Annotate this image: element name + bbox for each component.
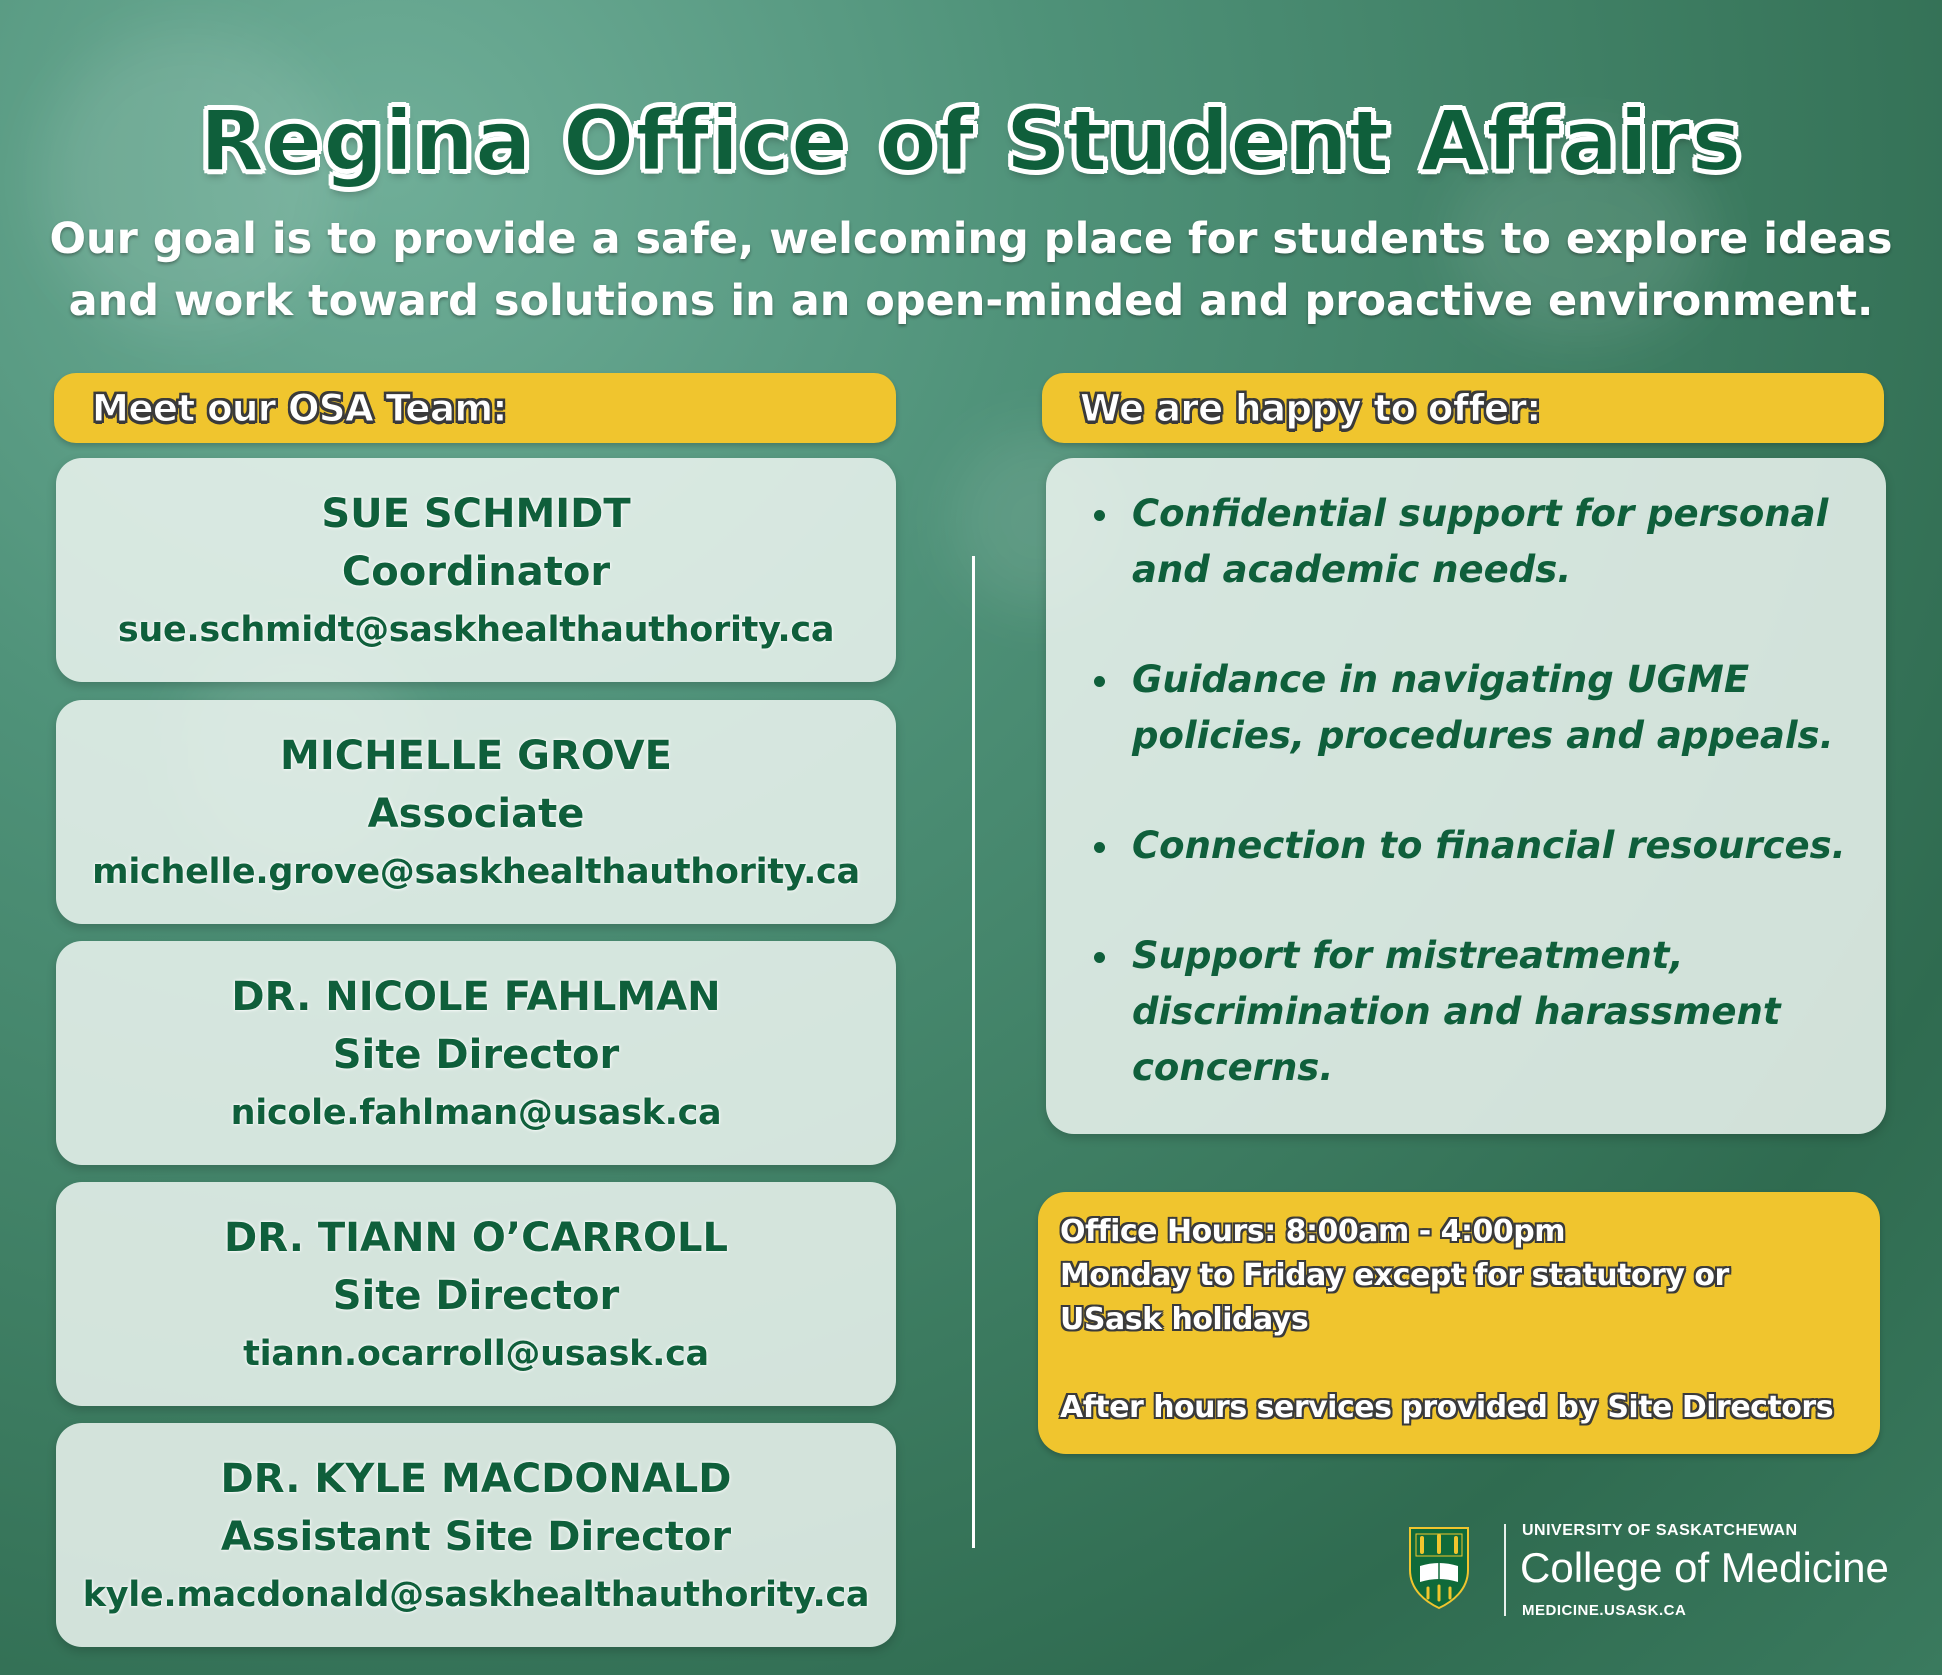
member-name: DR. NICOLE FAHLMAN bbox=[231, 974, 721, 1020]
member-email[interactable]: tiann.ocarroll@usask.ca bbox=[243, 1334, 709, 1374]
college-name: College of Medicine bbox=[1520, 1544, 1889, 1591]
office-hours-line: Office Hours: 8:00am - 4:00pm bbox=[1060, 1214, 1565, 1249]
member-name: DR. KYLE MACDONALD bbox=[220, 1456, 732, 1502]
member-name: DR. TIANN O’CARROLL bbox=[224, 1215, 728, 1261]
member-role: Associate bbox=[367, 791, 585, 837]
office-hours-box bbox=[1038, 1192, 1880, 1454]
offer-item-line: and academic needs. bbox=[1132, 548, 1572, 591]
page-title: Regina Office of Student Affairs bbox=[199, 92, 1743, 190]
offer-card bbox=[1046, 458, 1886, 1134]
offer-item bbox=[1132, 486, 1846, 598]
offer-list bbox=[1046, 458, 1886, 1096]
after-hours-line: After hours services provided by Site Directors bbox=[1060, 1390, 1834, 1425]
offer-item-line: Confidential support for personal bbox=[1132, 492, 1829, 535]
member-email[interactable]: sue.schmidt@saskhealthauthority.ca bbox=[117, 610, 835, 650]
page-subtitle bbox=[40, 208, 1902, 332]
offer-item-line: policies, procedures and appeals. bbox=[1132, 714, 1834, 757]
subtitle-line: Our goal is to provide a safe, welcoming place for students to explore ideas bbox=[49, 214, 1893, 264]
team-member-card bbox=[56, 1423, 896, 1647]
member-role: Assistant Site Director bbox=[220, 1514, 732, 1560]
offer-item-line: Guidance in navigating UGME bbox=[1132, 658, 1750, 701]
offer-item bbox=[1132, 652, 1846, 764]
offer-item-line: discrimination and harassment bbox=[1132, 990, 1781, 1033]
college-logo[interactable] bbox=[1408, 1518, 1888, 1628]
subtitle-line: and work toward solutions in an open-minded and proactive environment. bbox=[68, 276, 1874, 326]
team-member-card bbox=[56, 458, 896, 682]
member-role: Site Director bbox=[332, 1273, 620, 1319]
team-heading: Meet our OSA Team: bbox=[92, 387, 507, 430]
university-name: UNIVERSITY OF SASKATCHEWAN bbox=[1522, 1522, 1798, 1539]
office-hours-line: USask holidays bbox=[1060, 1302, 1309, 1337]
offer-item-line: Support for mistreatment, bbox=[1132, 934, 1684, 977]
offer-item bbox=[1132, 818, 1846, 874]
offer-item-line: Connection to financial resources. bbox=[1132, 824, 1846, 867]
member-email[interactable]: nicole.fahlman@usask.ca bbox=[230, 1093, 722, 1133]
member-name: SUE SCHMIDT bbox=[321, 491, 631, 537]
team-member-card bbox=[56, 700, 896, 924]
member-email[interactable]: michelle.grove@saskhealthauthority.ca bbox=[92, 852, 860, 892]
office-hours-line: Monday to Friday except for statutory or bbox=[1060, 1258, 1729, 1293]
offer-heading: We are happy to offer: bbox=[1080, 387, 1541, 430]
member-name: MICHELLE GROVE bbox=[280, 733, 672, 779]
team-heading-pill bbox=[54, 373, 896, 443]
college-url[interactable]: MEDICINE.USASK.CA bbox=[1522, 1602, 1687, 1619]
offer-heading-pill bbox=[1042, 373, 1884, 443]
university-shield-icon bbox=[1408, 1526, 1470, 1610]
logo-separator bbox=[1504, 1524, 1506, 1616]
member-role: Site Director bbox=[332, 1032, 620, 1078]
offer-item bbox=[1132, 928, 1846, 1096]
column-divider bbox=[972, 556, 975, 1548]
offer-item-line: concerns. bbox=[1132, 1046, 1334, 1089]
team-member-card bbox=[56, 1182, 896, 1406]
member-email[interactable]: kyle.macdonald@saskhealthauthority.ca bbox=[82, 1575, 870, 1615]
team-member-card bbox=[56, 941, 896, 1165]
member-role: Coordinator bbox=[341, 549, 611, 595]
